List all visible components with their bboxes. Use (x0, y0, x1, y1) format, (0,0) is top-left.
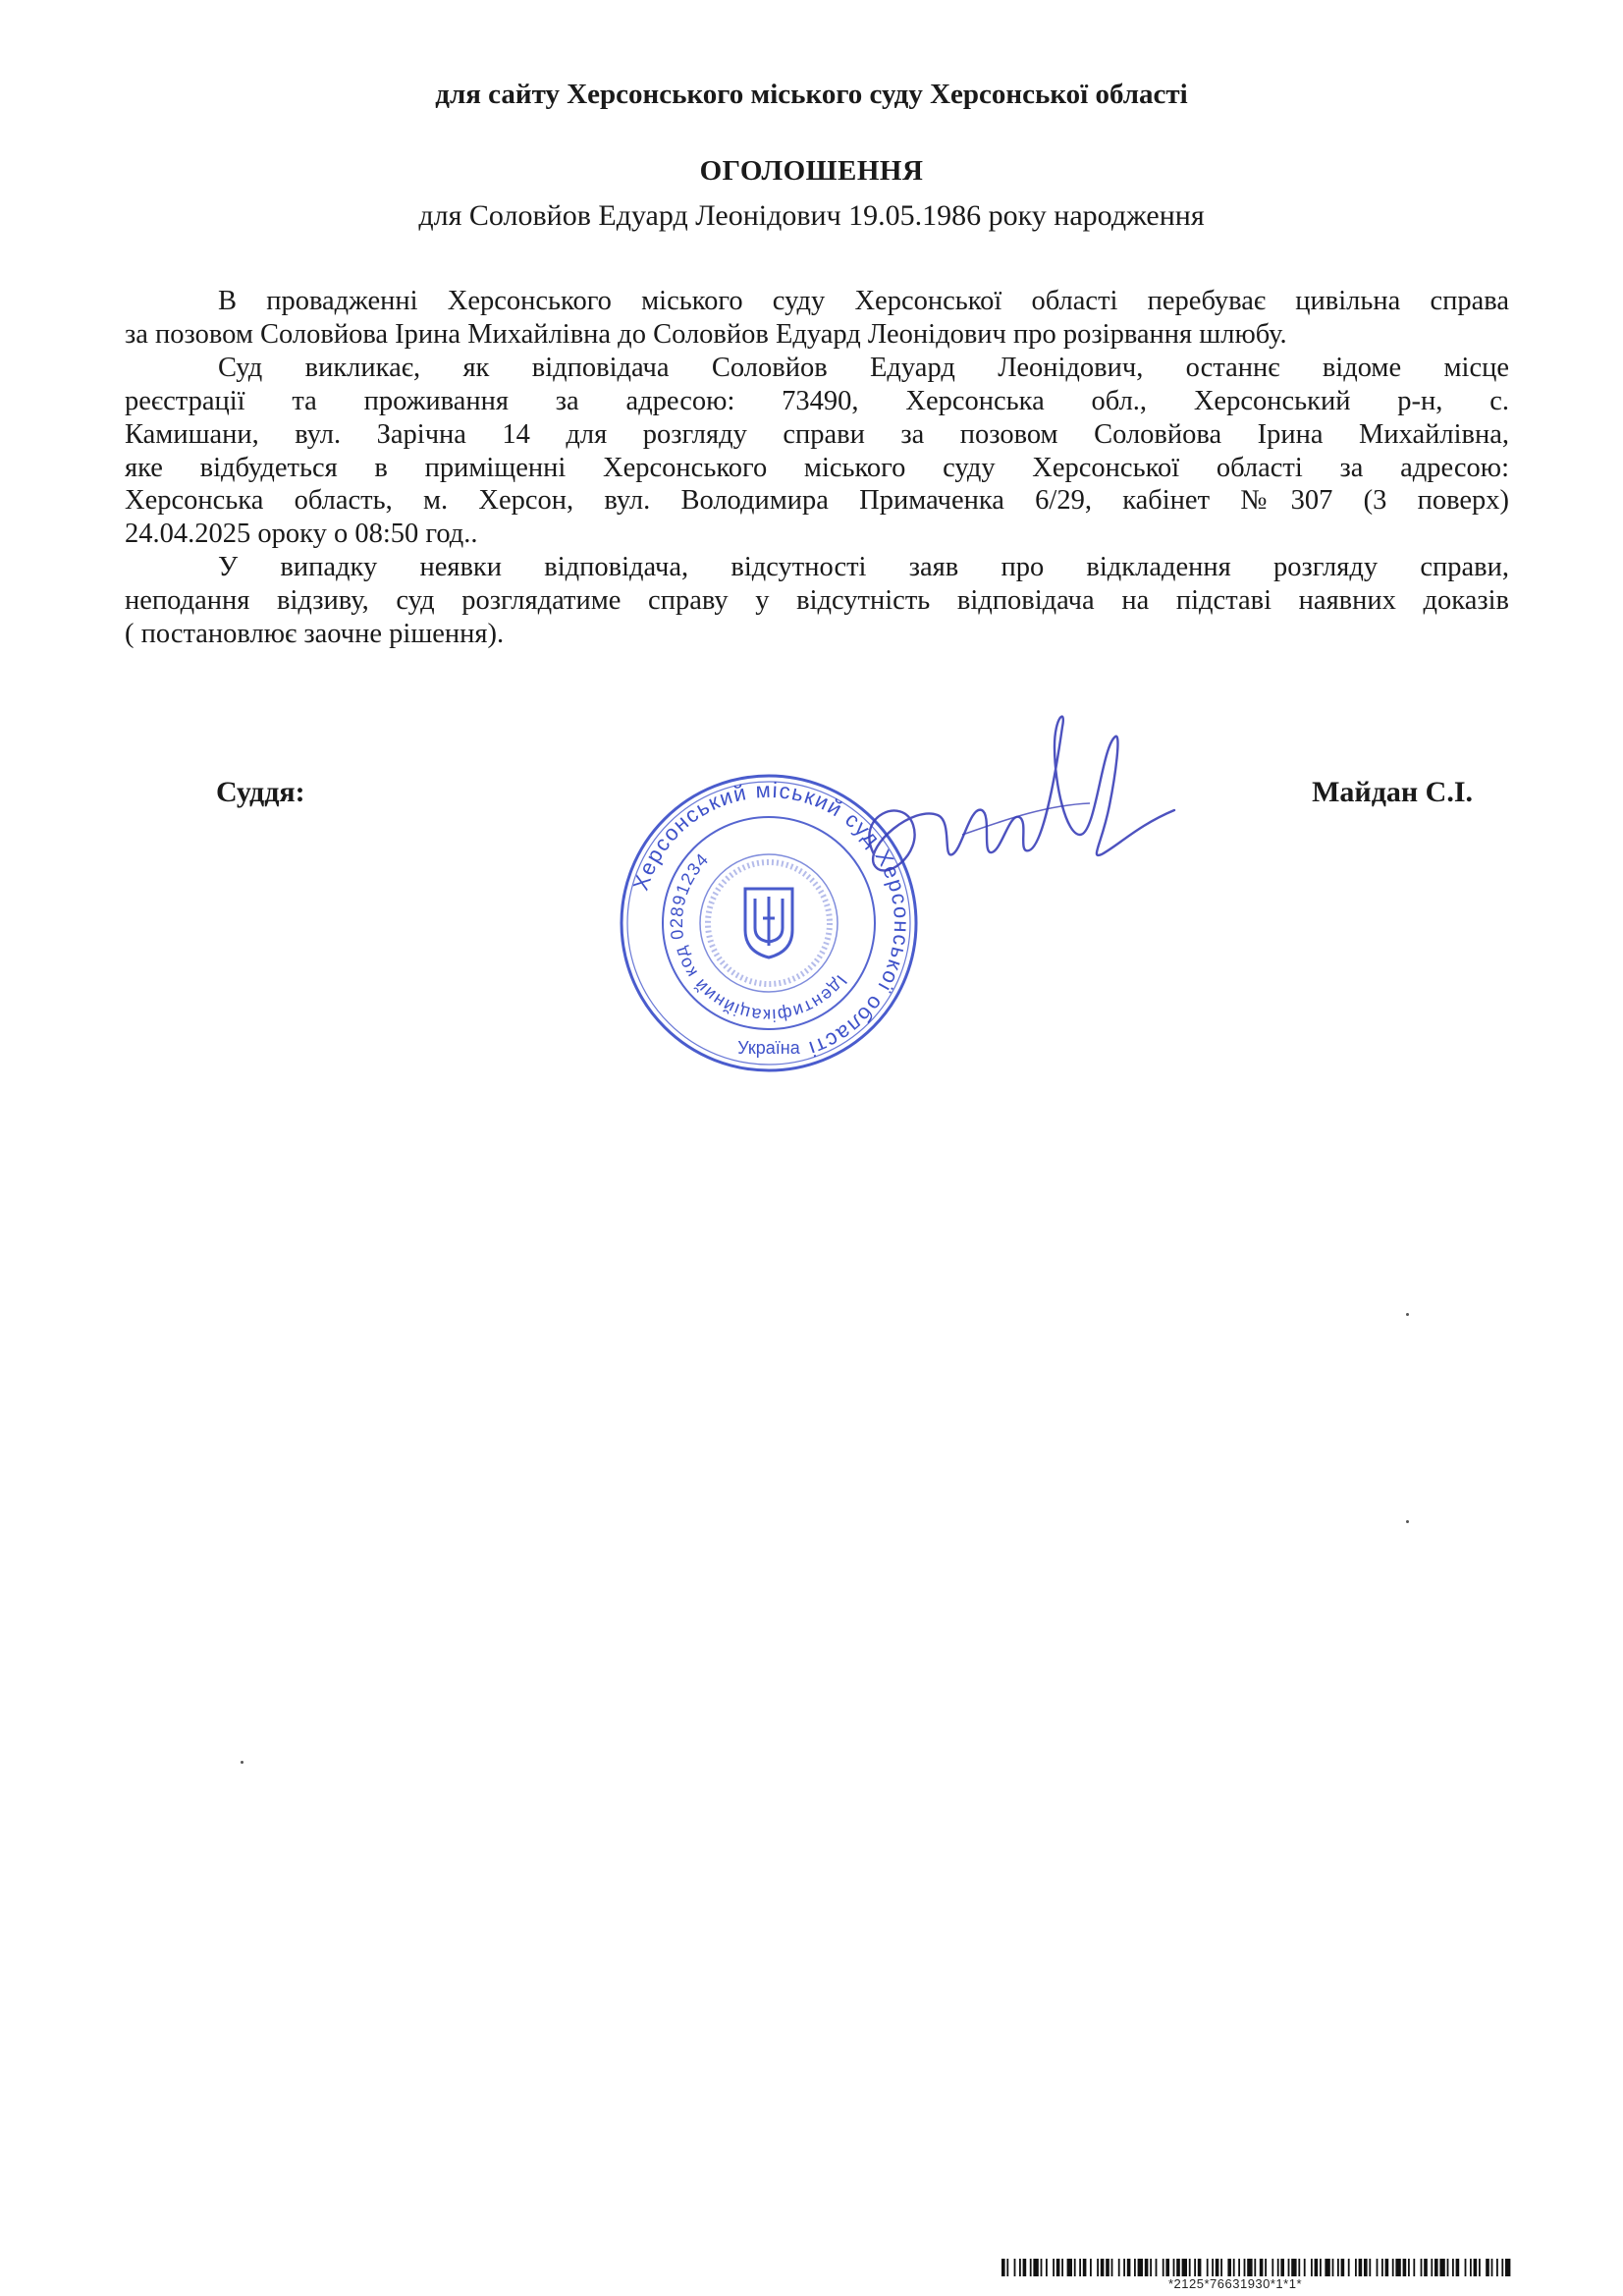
seal-outer-text: Херсонський міський суд Херсонської області (627, 777, 915, 1063)
judge-signature (844, 687, 1198, 923)
seal-bottom-text: Україна (737, 1038, 800, 1058)
text-line: неподання відзиву, суд розглядатиме справу у відсутність відповідача на підставі наявних доказів (125, 585, 1509, 617)
text-line: Камишани, вул. Зарічна 14 для розгляду справи за позовом Соловйова Ірина Михайлівна, (125, 418, 1509, 450)
paragraph-warning (125, 551, 1509, 651)
text-line: ( постановлює заочне рішення). (125, 619, 505, 650)
judge-label: Суддя: (216, 776, 305, 808)
text-line: реєстрації та проживання за адресою: 73490, Херсонська обл., Херсонський р-н, с. (125, 385, 1509, 416)
announcement-subtitle: для Соловйов Едуард Леонідович 19.05.1986 року народження (418, 199, 1205, 232)
scan-speck (1406, 1520, 1409, 1523)
trident-icon (745, 889, 792, 957)
document-barcode (1001, 2259, 1512, 2292)
seal-inner-text: Ідентифікаційний код 02891234 (666, 848, 851, 1026)
text-line: Херсонська область, м. Херсон, вул. Володимира Примаченка 6/29, кабінет №307 (3 поверх) (125, 485, 1509, 517)
announcement-title: ОГОЛОШЕННЯ (699, 155, 924, 187)
announcement-body (125, 285, 1509, 651)
text-line: Суд викликає, як відповідача Соловйов Едуард Леонідович, останнє відоме місце (218, 352, 1509, 383)
judge-name: Майдан С.І. (1312, 776, 1473, 808)
paragraph-summons (125, 352, 1509, 551)
barcode-icon (1001, 2259, 1512, 2276)
text-line: В провадженні Херсонського міського суду Херсонської області перебуває цивільна справа (218, 286, 1509, 316)
scan-speck (241, 1761, 243, 1764)
text-line: за позовом Соловйова Ірина Михайлівна до Соловйов Едуард Леонідович про розірвання шлюбу. (125, 318, 1287, 350)
site-header-line: для сайту Херсонського міського суду Херсонської області (435, 79, 1188, 110)
text-line: 24.04.2025 ороку о 08:50 год.. (125, 519, 478, 550)
text-line: У випадку неявки відповідача, відсутності заяв про відкладення розгляду справи, (218, 552, 1509, 583)
paragraph-proceedings (125, 285, 1509, 352)
text-line: яке відбудеться в приміщенні Херсонського міського суду Херсонської області за адресою: (125, 452, 1509, 483)
barcode-text: *2125*76631930*1*1* (1168, 2276, 1303, 2291)
scan-speck (1406, 1313, 1409, 1316)
